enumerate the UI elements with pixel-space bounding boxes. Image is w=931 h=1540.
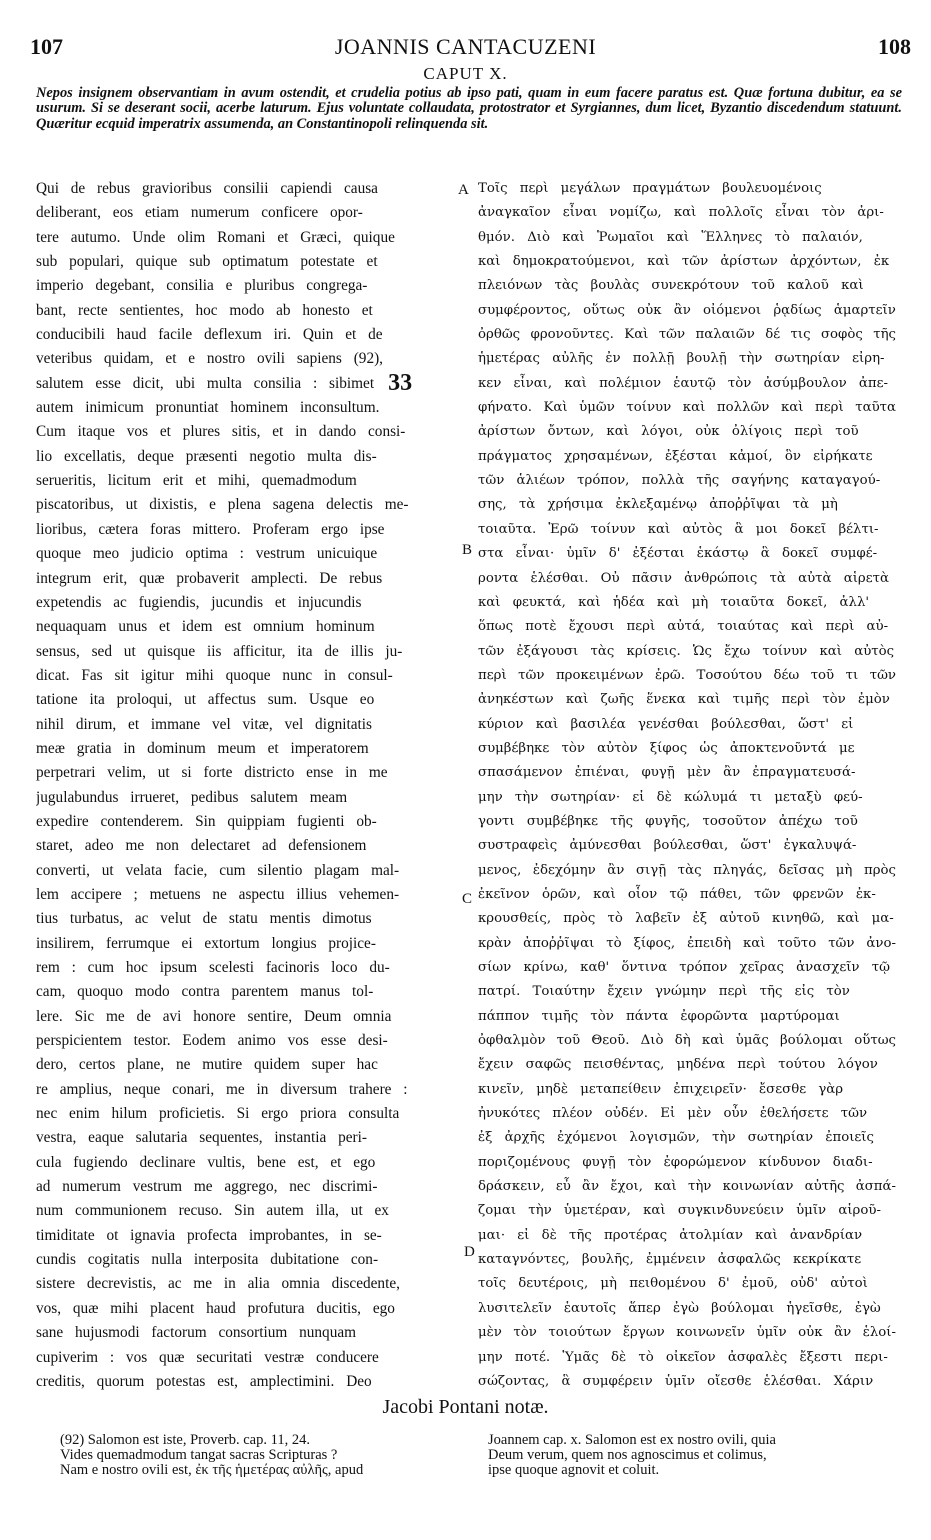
greek-text-line: καταγνόντες, βουλῆς, ἐμμένειν ἀσφαλῶς κεκρίκατε bbox=[478, 1252, 862, 1268]
greek-text-line: σώζοντας, ἃ συμφέρειν ὑμῖν οἴεσθε ἑλέσθαι. Χάριν bbox=[478, 1373, 874, 1389]
greek-text-line: μαι· εἰ δὲ τῆς προτέρας ἀτολμίαν καὶ ἀνανδρίαν bbox=[478, 1227, 863, 1243]
page-number-right: 108 bbox=[878, 34, 911, 59]
greek-text-line: ὀρθῶς φρονοῦντες. Καὶ τῶν παλαιῶν δέ τις σοφὸς τῆς bbox=[478, 327, 896, 343]
latin-text-line: nihil dirum, et immane vel vitæ, vel dignitatis bbox=[36, 715, 372, 733]
greek-text-line: σπασάμενον ἐπιέναι, φυγῇ μὲν ἂν ἐπραγματευσά- bbox=[478, 765, 856, 781]
margin-letter-a: A bbox=[458, 182, 469, 198]
latin-text-line: integrum erit, quæ probaverit amplecti. De rebus bbox=[36, 569, 383, 587]
greek-text-line: πατρί. Τοιαύτην ἔχειν γνώμην περὶ τῆς εἰς τὸν bbox=[478, 984, 850, 1000]
latin-text-line: veteribus quidam, et e nostro ovili sapiens (92), bbox=[36, 350, 384, 368]
greek-text-line: ἡμετέρας αὐλῆς ἐν πολλῇ βουλῇ τὴν σωτηρίαν εἰρη- bbox=[478, 351, 885, 367]
chapter-summary: Nepos insignem observantiam in avum ostendit, et crudelia potius ab ipso pati, quam in eum facere paratus est. Quæ fortuna dubitur, ea se usurum. Si se deserant socii, acerbe laturum. Ejus voluntate collaudata, protostrator et Syrgiannes, dum licet, Byzantio discedendum statuunt. Quæritur ecquid imperatrix assumenda, an Constantinopoli relinquenda sit. bbox=[36, 85, 902, 132]
latin-text-line: meæ gratia in dominum meum et imperatorem bbox=[36, 739, 369, 757]
latin-text-line: bant, recte sentientes, hoc modo ab honesto et bbox=[36, 301, 373, 319]
greek-column bbox=[478, 177, 896, 1394]
page-number-left: 107 bbox=[30, 34, 63, 59]
greek-text-line: τῶν ἐξάγουσι τὰς κρίσεις. Ὡς ἔχω τοίνυν καὶ αὐτὸς bbox=[478, 643, 895, 659]
latin-text-line: sub populari, quique sub optimatum potestate et bbox=[36, 253, 378, 271]
margin-line-number: 33 bbox=[374, 371, 413, 396]
note-text-line: Deum verum, quem nos agnoscimus et colimus, bbox=[488, 1448, 767, 1464]
greek-text-line: κεν εἶναι, καὶ πολέμιον ἑαυτῷ τὸν ἀσύμβουλον ἀπε- bbox=[478, 375, 888, 391]
latin-text-line: perspicientem testor. Eodem animo vos esse desi- bbox=[36, 1032, 388, 1050]
latin-text-line: cupiverim : vos quæ securitati vestræ conducere bbox=[36, 1348, 379, 1366]
latin-text-line: quoque meo judicio optima : vestrum unicuique bbox=[36, 545, 378, 563]
latin-text-line: nec enim hilum proficietis. Si ergo priora consulta bbox=[36, 1105, 400, 1123]
greek-text-line: περὶ τῶν προκειμένων ἐρῶ. Τοσούτου δέω τοῦ τι τῶν bbox=[478, 667, 896, 683]
greek-text-line: σίων κρίνω, καθ' ὅντινα τρόπον χεῖρας ἀνασχεῖν τῷ bbox=[478, 960, 890, 975]
note-text-line: ipse quoque agnovit et coluit. bbox=[488, 1463, 660, 1479]
running-title: JOANNIS CANTACUZENI bbox=[334, 34, 597, 59]
latin-text-line: deliberant, eos etiam numerum conficere opor- bbox=[36, 204, 363, 222]
notes-heading: Jacobi Pontani notæ. bbox=[382, 1396, 549, 1418]
latin-text-line: re amplius, neque conari, me in diversum trahere : bbox=[36, 1080, 408, 1098]
latin-text-line: expetendis ac fugiendis, jucundis et injucundis bbox=[36, 593, 362, 611]
greek-text-line: λυσιτελεῖν ἑαυτοῖς ἅπερ ἐγὼ βούλομαι ἡγεῖσθε, ἐγὼ bbox=[478, 1300, 881, 1316]
greek-text-line: δράσκειν, εὖ ἂν ἔχοι, καὶ τὴν κοινωνίαν αὐτῆς ἀσπά- bbox=[478, 1179, 896, 1195]
latin-text-line: creditis, quorum potestas est, amplectimini. Deo bbox=[36, 1372, 372, 1390]
greek-text-line: καὶ φευκτά, καὶ ἡδέα καὶ μὴ τοιαῦτα δοκεῖ, ἀλλ' bbox=[478, 594, 870, 610]
latin-text-line: sane hujusmodi factorum consortium nunquam bbox=[36, 1324, 357, 1342]
greek-text-line: τοῖς δευτέροις, μὴ πειθομένου δ' ἐμοῦ, οὐδ' αὐτοὶ bbox=[478, 1276, 868, 1292]
greek-text-line: συμβέβηκε τὸν αὐτὸν ξίφος ὡς ἀποκτενοῦντά με bbox=[478, 740, 855, 756]
latin-text-line: autem inimicum pronuntiat hominem inconsultum. bbox=[36, 399, 380, 417]
greek-text-line: κρουσθείς, πρὸς τὸ λαβεῖν ἐξ αὐτοῦ κινηθῶ, καὶ μα- bbox=[478, 911, 894, 927]
greek-text-line: φήνατο. Καὶ ὑμῶν τοίνυν καὶ πολλῶν καὶ περὶ ταῦτα bbox=[478, 400, 896, 416]
latin-text-line: rem : cum hoc ipsum scelesti facinoris loco du- bbox=[36, 959, 390, 976]
latin-text-line: insilirem, ferrumque ei extortum longius projice- bbox=[36, 934, 376, 952]
greek-text-line: μὲν τὸν τοιούτων ἔργων κοινωνεῖν ὑμῖν οὐκ ἂν ἑλοί- bbox=[478, 1325, 896, 1341]
latin-text-line: num communionem recuso. Sin autem illa, ut ex bbox=[36, 1202, 389, 1220]
latin-text-line: cula fugiendo declinare vultis, bene est, et ego bbox=[36, 1153, 376, 1171]
latin-text-line: jugulabundus irrueret, pedibus salutem meam bbox=[36, 788, 348, 806]
latin-text-line: dero, certos plane, ne mutire quidem super hac bbox=[36, 1056, 378, 1074]
note-text-line: Joannem cap. x. Salomon est ex nostro ovili, quia bbox=[488, 1433, 776, 1448]
greek-text-line: κινεῖν, μηδὲ μεταπείθειν ἐπιχειρεῖν· ἔσεσθε γὰρ bbox=[478, 1081, 844, 1097]
note-text-line: Nam e nostro ovili est, ἐκ τῆς ἡμετέρας αὐλῆς, apud bbox=[60, 1463, 364, 1479]
greek-text-line: Τοῖς περὶ μεγάλων πραγμάτων βουλευομένοις bbox=[478, 181, 822, 196]
latin-text-line: lioribus, cætera foras mittero. Proferam ergo ipse bbox=[36, 520, 385, 538]
latin-text-line: dicat. Fas sit igitur mihi quoque nunc in consul- bbox=[36, 666, 393, 684]
greek-text-line: θμόν. Διὸ καὶ Ῥωμαῖοι καὶ Ἕλληνες τὸ παλαιόν, bbox=[478, 229, 863, 245]
latin-text-line: tatione ita proloqui, ut affectus sum. Usque eo bbox=[36, 691, 375, 709]
greek-text-line: ἔχειν σαφῶς πεισθέντας, μηδένα περὶ τούτου λόγον bbox=[478, 1057, 878, 1073]
latin-text-line: expedire contenderem. Sin quippiam fugienti ob- bbox=[36, 812, 377, 830]
latin-text-line: lere. Sic me de avi honore sentire, Deum omnia bbox=[36, 1007, 392, 1025]
latin-text-line: timiditate ot ignavia profecta improbantes, in se- bbox=[36, 1226, 382, 1244]
margin-letter-c: C bbox=[462, 891, 473, 907]
greek-text-line: πάππον τιμῆς τὸν πάντα ἐφορῶντα μαρτύρομαι bbox=[478, 1008, 840, 1024]
greek-text-line: ἐξ ἀρχῆς ἐχόμενοι λογισμῶν, τὴν σωτηρίαν ἐποιεῖς bbox=[478, 1130, 874, 1146]
note-text-line: (92) Salomon est iste, Proverb. cap. 11, 24. bbox=[60, 1433, 310, 1448]
greek-text-line: στα εἶναι· ὑμῖν δ' ἐξέσται ἑκάστῳ ἃ δοκεῖ συμφέ- bbox=[478, 546, 878, 562]
latin-text-line: sensus, sed ut quisque iis afficitur, ita de illis ju- bbox=[36, 642, 403, 660]
greek-text-line: μην τὴν σωτηρίαν· εἰ δὲ κώλυμά τι μεταξὺ φεύ- bbox=[478, 789, 863, 805]
greek-text-line: γοντι συμβέβηκε τῆς φυγῆς, τοσοῦτον ἀπέχω τοῦ bbox=[478, 813, 858, 829]
latin-text-line: lem accipere ; metuens ne aspectu illius vehemen- bbox=[36, 885, 400, 903]
latin-text-line: ad numerum vestrum me aggrego, nec discrimi- bbox=[36, 1178, 378, 1196]
greek-text-line: ἀνηκέστων καὶ ζωῆς ἕνεκα καὶ τιμῆς περὶ τὸν ἐμὸν bbox=[478, 692, 890, 708]
latin-text-line: tius turbatus, ac velut de statu mentis dimotus bbox=[36, 910, 372, 928]
greek-text-line: τοιαῦτα. Ἐρῶ τοίνυν καὶ αὐτὸς ἃ μοι δοκεῖ βέλτι- bbox=[478, 521, 879, 537]
margin-letter-b: B bbox=[462, 542, 473, 558]
greek-text-line: ἠνυκότες πλέον οὐδέν. Εἰ μὲν οὖν ἐθελήσετε τῶν bbox=[478, 1106, 868, 1122]
greek-text-line: συστραφεὶς ἀμύνεσθαι βούλεσθαι, ὥστ' ἐγκαλυψά- bbox=[478, 838, 857, 854]
latin-text-line: vos, quæ mihi placent haud profutura ducitis, ego bbox=[36, 1299, 395, 1317]
note-right-column bbox=[488, 1433, 898, 1479]
latin-text-line: cam, quoquo modo contra parentem manus tol- bbox=[36, 983, 374, 1001]
greek-text-line: καὶ δημοκρατούμενοι, καὶ τῶν ἀρίστων ἀρχόντων, ἐκ bbox=[478, 254, 890, 270]
latin-column bbox=[36, 177, 454, 1394]
latin-text-line: vestra, eaque salutaria sequentes, instantia peri- bbox=[36, 1129, 367, 1147]
latin-text-line: lio excellatis, deque præsenti negotio multa dis- bbox=[36, 447, 377, 465]
latin-text-line: conducibili haud facile deflexum iri. Quin et de bbox=[36, 326, 383, 344]
greek-text-line: ἐκεῖνον ὁρῶν, καὶ οἷον τῷ πάθει, τῶν φρενῶν ἐκ- bbox=[478, 886, 876, 902]
greek-text-line: συμφέροντος, οὕτως οὐκ ἂν οἰόμενοι ῥᾳδίως ἁμαρτεῖν bbox=[478, 302, 896, 318]
latin-text-line: perpetrari velim, ut si forte districto ense in me bbox=[36, 764, 388, 782]
greek-text-line: ὅπως ποτὲ ἔχουσι περὶ αὐτά, τοιαύτας καὶ περὶ αὐ- bbox=[478, 619, 889, 635]
greek-text-line: ἀρίστων ὄντων, καὶ λόγοι, οὐκ ὀλίγοις περὶ τοῦ bbox=[478, 424, 859, 440]
latin-text-line: piscatoribus, ut dixistis, e plena sagena delectis me- bbox=[36, 496, 409, 514]
greek-text-line: μην ποτέ. Ὑμᾶς δὲ τὸ οἰκεῖον ἀσφαλὲς ἔξεστι περι- bbox=[478, 1349, 888, 1365]
latin-text-line: staret, adeo me non delectaret ad defensionem bbox=[36, 837, 367, 855]
greek-text-line: τῶν ἁλιέων τρόπον, πολλὰ τῆς σαγήνης καταγαγού- bbox=[478, 473, 881, 489]
note-left-column bbox=[60, 1433, 450, 1479]
latin-text-line: imperio degebant, consilia e pluribus congrega- bbox=[36, 277, 368, 295]
latin-text-line: nequaquam unus et idem est omnium hominum bbox=[36, 618, 375, 636]
greek-text-line: ζομαι τὴν ὑμετέραν, καὶ συγκινδυνεύειν ὑμῖν αἱροῦ- bbox=[478, 1203, 881, 1219]
greek-text-line: πράγματος χρησαμένων, ἐξέσται κἀμοί, ὃν εἰρήκατε bbox=[478, 448, 873, 464]
margin-letter-d: D bbox=[464, 1244, 475, 1260]
greek-text-line: ἀναγκαῖον εἶναι νομίζω, καὶ πολλοῖς εἶναι τὸν ἀρι- bbox=[478, 205, 884, 221]
latin-text-line: cundis cogitatis nulla interposita dubitatione con- bbox=[36, 1251, 379, 1269]
greek-text-line: κύριον καὶ βασιλέα γενέσθαι βούλεσθαι, ὥστ' εἰ bbox=[478, 716, 854, 732]
latin-text-line: serueritis, licitum erit et mihi, quemadmodum bbox=[36, 472, 357, 490]
greek-text-line: ποριζομένους φυγῇ τὸν ἐφορώμενον κίνδυνον διαδι- bbox=[478, 1154, 873, 1170]
greek-text-line: σης, τὰ χρήσιμα ἐκλεξαμένῳ ἀποῤῥῖψαι τὰ μὴ bbox=[478, 497, 838, 513]
note-text-line: Vides quemadmodum tangat sacras Scripturas ? bbox=[60, 1448, 338, 1464]
chapter-heading: CAPUT X. bbox=[423, 64, 508, 83]
greek-text-line: μενος, ἐδεχόμην ἂν σιγῇ τὰς πληγάς, δεῖσας μὴ πρὸς bbox=[478, 862, 896, 878]
greek-text-line: κρὰν ἀποῤῥῖψαι τὸ ξίφος, ἐπειδὴ καὶ τοῦτο τῶν ἀνο- bbox=[478, 935, 896, 951]
latin-text-line: Qui de rebus gravioribus consilii capiendi causa bbox=[36, 180, 378, 197]
latin-text-line: converti, ut velata facie, cum silentio plagam mal- bbox=[36, 861, 400, 879]
greek-text-line: ροντα ἑλέσθαι. Οὐ πᾶσιν ἀνθρώποις τὰ αὐτὰ αἱρετὰ bbox=[478, 570, 889, 586]
greek-text-line: ὀφθαλμὸν τοῦ Θεοῦ. Διὸ δὴ καὶ ὑμᾶς βούλομαι οὕτως bbox=[478, 1033, 896, 1049]
greek-text-line: πλειόνων τὰς βουλὰς συνεκρότουν τοῦ καλοῦ καὶ bbox=[478, 278, 864, 294]
latin-text-line: sistere decrevistis, ac me in alia omnia discedente, bbox=[36, 1275, 400, 1293]
latin-text-line: tere autumo. Unde olim Romani et Græci, quique bbox=[36, 228, 395, 246]
latin-text-line: salutem esse dicit, ubi multa consilia : sibimet 33 bbox=[36, 371, 413, 396]
latin-text-line: Cum itaque vos et plures sitis, et in dando consi- bbox=[36, 423, 406, 441]
